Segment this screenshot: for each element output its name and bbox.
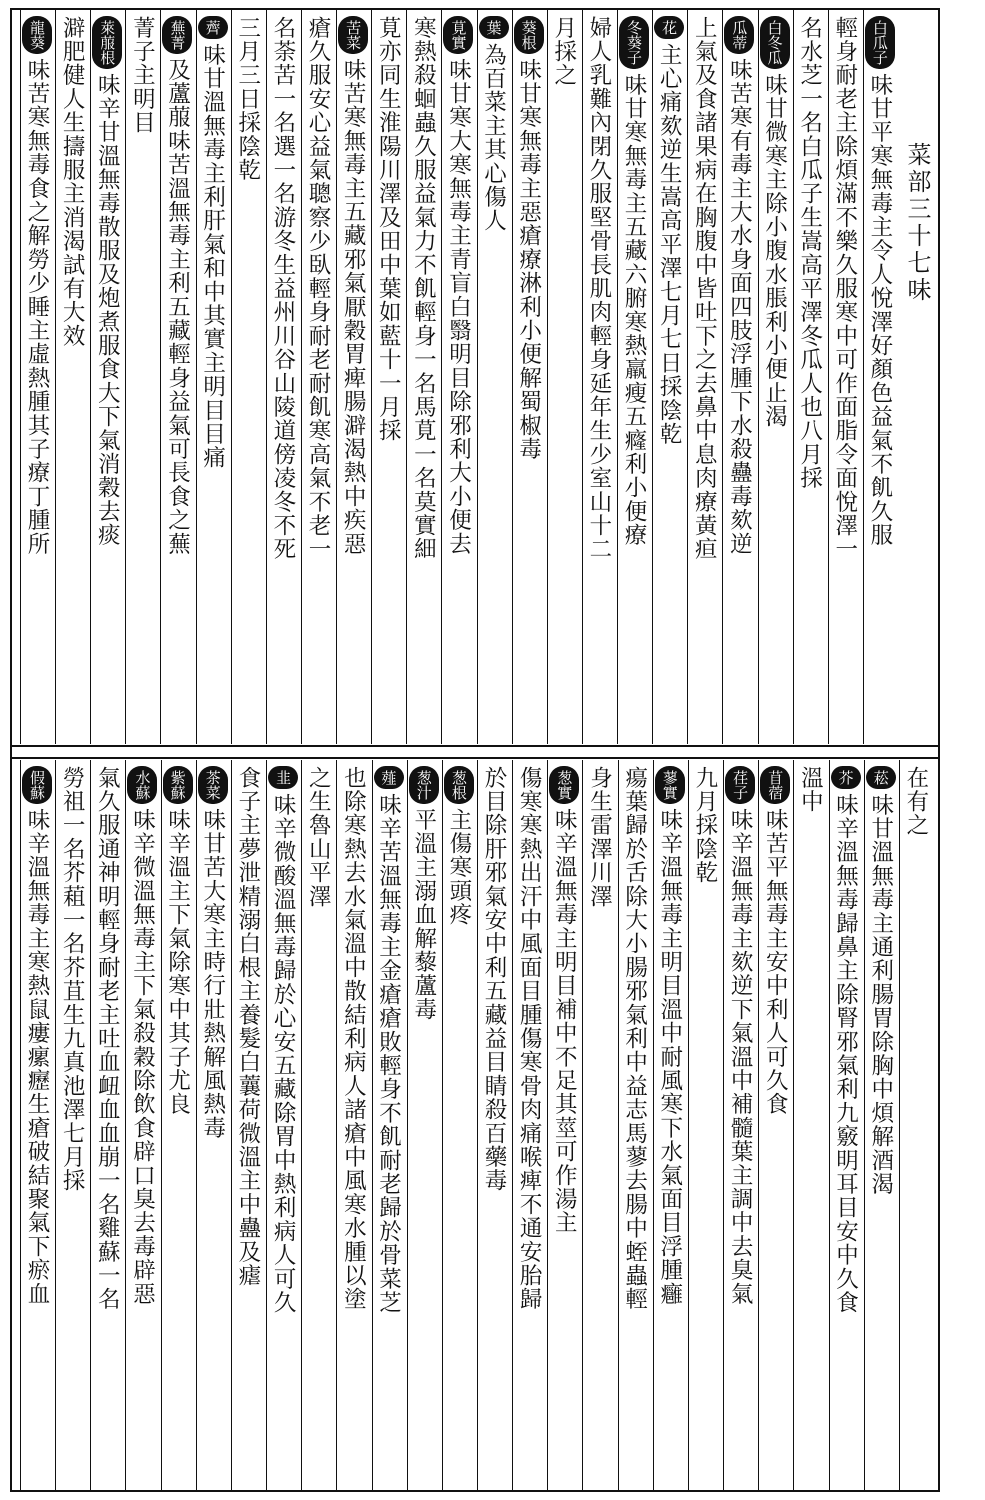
text-column — [406, 10, 440, 744]
entry-text: 菁子主明目 — [129, 16, 156, 135]
text-column — [829, 760, 863, 1490]
entry-text: 為百菜主其心傷人 — [480, 43, 507, 233]
text-column — [161, 760, 195, 1490]
entry-text: 味辛溫無毒主明目補中不足其莖可作湯主 — [551, 808, 578, 1235]
text-column — [372, 760, 406, 1490]
entry-text: 味甘微寒主除小腹水脹利小便止渴 — [761, 73, 788, 429]
entry-label: 葱實 — [549, 766, 579, 804]
entry-text: 味苦寒無毒食之解勞少睡主虛熱腫其子療丁腫所 — [24, 58, 50, 556]
text-column — [266, 10, 300, 744]
text-column — [582, 10, 616, 744]
entry-label: 苜蓿 — [760, 766, 790, 804]
text-column — [863, 10, 897, 744]
text-column — [371, 10, 405, 744]
entry-label: 白冬瓜 — [760, 16, 790, 69]
text-column — [20, 760, 54, 1490]
entry-text: 在有之 — [902, 766, 929, 838]
text-column — [125, 10, 159, 744]
entry-text: 也除寒熱去水氣溫中散結利病人諸瘡中風寒水腫以塗 — [340, 766, 367, 1312]
entry-text: 瘍葉歸於舌除大小腸邪氣利中益志馬蓼去腸中蛭蟲輕 — [621, 766, 648, 1312]
text-column — [793, 10, 827, 744]
entry-text: 味辛溫無毒主明目溫中耐風寒下水氣面目浮腫癰 — [656, 808, 683, 1306]
entry-text: 味苦平無毒主安中利人可久食 — [762, 808, 789, 1117]
text-column — [55, 760, 89, 1490]
entry-text: 味辛苦溫無毒主金瘡瘡敗輕身不飢耐老歸於骨菜芝 — [375, 793, 402, 1315]
entry-text: 味苦寒無毒主五藏邪氣厭穀胃痺腸澼渴熱中疾惡 — [340, 58, 367, 556]
entry-label: 荏子 — [725, 766, 755, 804]
text-column — [407, 760, 441, 1490]
entry-text: 味甘寒無毒主惡瘡療淋利小便解蜀椒毒 — [515, 58, 542, 461]
entry-label: 茶菜 — [198, 766, 228, 804]
entry-label: 菘 — [866, 766, 896, 789]
entry-text: 味甘寒無毒主五藏六腑寒熱羸瘦五癃利小便療 — [621, 73, 648, 547]
text-column — [477, 10, 511, 744]
entry-text: 澼肥健人生擣服主消渴試有大效 — [59, 16, 86, 348]
entry-label: 龍葵 — [22, 16, 52, 54]
text-column — [90, 760, 124, 1490]
entry-text: 寒熱殺蛔蟲久服益氣力不飢輕身一名馬莧一名莫實細 — [410, 16, 437, 562]
entry-label: 苦菜 — [338, 16, 368, 54]
page-header: 菜部三十七味 — [903, 142, 931, 304]
entry-text: 之生魯山平澤 — [305, 766, 332, 909]
text-column — [899, 760, 933, 1490]
entry-label: 瓜蒂 — [724, 16, 754, 54]
entry-text: 於目除肝邪氣安中利五藏益目睛殺百藥毒 — [481, 766, 507, 1193]
entry-text: 莧亦同生淮陽川澤及田中葉如藍十一月採 — [375, 16, 402, 443]
entry-text: 勞祖一名芥蒩一名芥苴生九真池澤七月採 — [59, 766, 86, 1193]
entry-text: 輕身耐老主除煩滿不樂久服寒中可作面脂令面悅澤一 — [831, 16, 858, 562]
text-column — [653, 760, 687, 1490]
entry-text: 九月採陰乾 — [691, 766, 718, 885]
entry-text: 味辛甘溫無毒散服及炮煮服食大下氣消穀去痰 — [94, 73, 121, 547]
entry-label: 葱根 — [444, 766, 474, 804]
entry-label: 蓼實 — [655, 766, 685, 804]
text-column — [90, 10, 124, 744]
text-column — [688, 760, 722, 1490]
text-column — [547, 10, 581, 744]
entry-text: 味甘溫無毒主利肝氣和中其實主明目目痛 — [199, 43, 226, 470]
entry-text: 味辛微酸溫無毒歸於心安五藏除胃中熱利病人可久 — [270, 793, 297, 1315]
entry-text: 主傷寒頭疼 — [445, 808, 472, 927]
text-column — [125, 760, 159, 1490]
text-column — [618, 760, 652, 1490]
entry-label: 紫蘇 — [163, 766, 193, 804]
text-column — [20, 10, 54, 744]
text-column — [477, 760, 511, 1490]
entry-text: 味甘苦大寒主時行壯熱解風熱毒 — [199, 808, 226, 1140]
entry-text: 及蘆菔味苦溫無毒主利五藏輕身益氣可長食之蕪 — [164, 58, 191, 556]
entry-text: 主心痛欬逆生嵩高平澤七月七日採陰乾 — [656, 43, 683, 446]
text-column — [828, 10, 862, 744]
entry-text: 月採之 — [550, 16, 577, 88]
text-column — [723, 760, 757, 1490]
panel-divider — [10, 745, 940, 759]
text-column — [652, 10, 686, 744]
text-column — [301, 10, 335, 744]
entry-label: 假蘇 — [22, 766, 52, 804]
entry-text: 味甘寒大寒無毒主青盲白翳明目除邪利大小便去 — [445, 58, 472, 556]
entry-label: 薤 — [374, 766, 404, 789]
text-column — [301, 760, 335, 1490]
text-column — [758, 10, 792, 744]
text-column — [160, 10, 194, 744]
text-column — [512, 760, 546, 1490]
entry-label: 水蘇 — [127, 766, 157, 804]
entry-text: 溫中 — [797, 766, 824, 814]
entry-text: 味辛溫主下氣除寒中其子尤良 — [164, 808, 191, 1117]
entry-text: 傷寒寒熱出汗中風面目腫傷寒骨肉痛喉痺不通安胎歸 — [516, 766, 543, 1312]
entry-text: 婦人乳難內閉久服堅骨長肌肉輕身延年生少室山十二 — [585, 16, 612, 562]
entry-label: 葵根 — [514, 16, 544, 54]
entry-label: 蕪菁 — [162, 16, 192, 54]
text-column — [582, 760, 616, 1490]
text-column — [266, 760, 300, 1490]
entry-label: 葉 — [479, 16, 509, 39]
entry-text: 上氣及食諸果病在胸腹中皆吐下之去鼻中息肉療黃疸 — [691, 16, 718, 562]
text-column — [758, 760, 792, 1490]
entry-text: 瘡久服安心益氣聰察少臥輕身耐老耐飢寒高氣不老一 — [304, 16, 331, 562]
text-column — [442, 760, 476, 1490]
entry-text: 身生雷澤川澤 — [586, 766, 613, 909]
text-column — [336, 10, 370, 744]
entry-label: 冬葵子 — [619, 16, 649, 69]
entry-text: 三月三日採陰乾 — [234, 16, 261, 182]
entry-text: 平溫主溺血解藜蘆毒 — [410, 808, 437, 1022]
entry-label: 薺 — [198, 16, 228, 39]
entry-text: 氣久服通神明輕身耐老主吐血衄血血崩一名雞蘇一名 — [94, 766, 121, 1312]
entry-label: 花 — [654, 16, 684, 39]
text-column — [793, 760, 827, 1490]
entry-label: 韭 — [268, 766, 298, 789]
text-column — [617, 10, 651, 744]
text-column — [864, 760, 898, 1490]
text-column — [441, 10, 475, 744]
text-column — [196, 760, 230, 1490]
text-column — [722, 10, 756, 744]
entry-text: 味甘溫無毒主通利腸胃除胸中煩解酒渴 — [867, 793, 894, 1196]
entry-text: 味辛溫無毒主寒熱鼠瘻瘰癧生瘡破結聚氣下瘀血 — [24, 808, 50, 1306]
bottom-panel — [12, 760, 938, 1490]
entry-text: 味辛溫無毒歸鼻主除腎邪氣利九竅明耳目安中久食 — [832, 793, 859, 1315]
entry-label: 葱汁 — [409, 766, 439, 804]
entry-text: 食子主夢泄精溺白根主養髮白蘘荷微溫主中蠱及瘧 — [234, 766, 261, 1288]
entry-text: 味辛微溫無毒主下氣殺穀除飲食辟口臭去毒辟惡 — [129, 808, 156, 1306]
text-column — [231, 10, 265, 744]
top-panel — [12, 10, 938, 744]
entry-label: 芥 — [831, 766, 861, 789]
entry-label: 白瓜子 — [865, 16, 895, 69]
entry-label: 莧實 — [443, 16, 473, 54]
text-column — [687, 10, 721, 744]
entry-label: 萊菔根 — [92, 16, 122, 69]
text-column — [336, 760, 370, 1490]
entry-text: 味甘平寒無毒主令人悅澤好顏色益氣不飢久服 — [866, 73, 893, 547]
entry-text: 名水芝一名白瓜子生嵩高平澤冬瓜人也八月採 — [796, 16, 823, 490]
text-column — [55, 10, 89, 744]
text-column — [512, 10, 546, 744]
entry-text: 名荼苦一名選一名游冬生益州川谷山陵道傍凌冬不死 — [269, 16, 296, 562]
text-column — [231, 760, 265, 1490]
text-column — [547, 760, 581, 1490]
entry-text: 味苦寒有毒主大水身面四肢浮腫下水殺蠱毒欬逆 — [726, 58, 753, 556]
text-column — [196, 10, 230, 744]
entry-text: 味辛溫無毒主欬逆下氣溫中補髓葉主調中去臭氣 — [727, 808, 754, 1306]
